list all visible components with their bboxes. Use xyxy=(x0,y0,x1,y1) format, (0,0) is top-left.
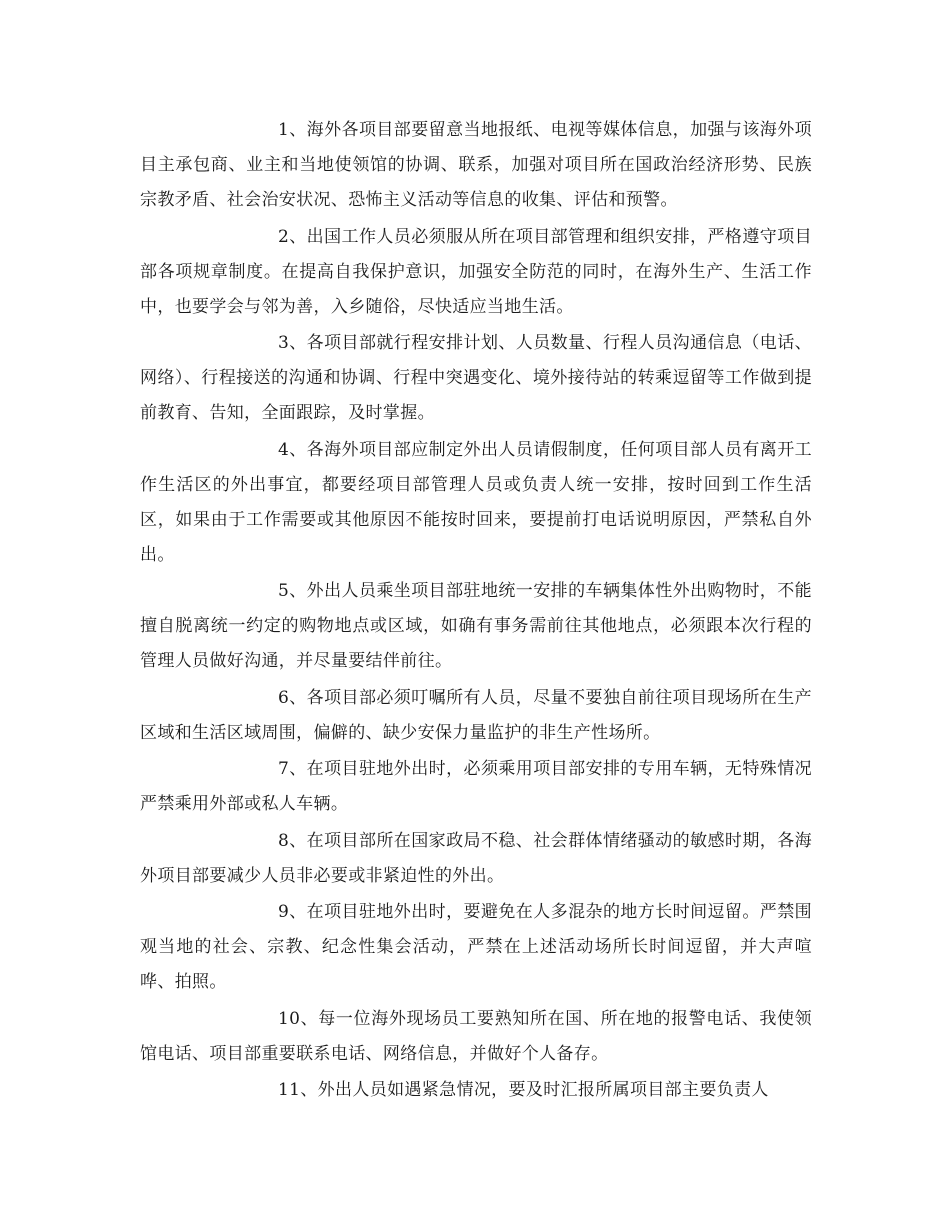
paragraph-3: 3、各项目部就行程安排计划、人员数量、行程人员沟通信息（电话、网络）、行程接送的沟通和协调、行程中突遇变化、境外接待站的转乘逗留等工作做到提前教育、告知，全面跟踪，及时掌握。 xyxy=(140,333,812,423)
document-body xyxy=(140,113,812,1108)
paragraph-2: 2、出国工作人员必须服从所在项目部管理和组织安排，严格遵守项目部各项规章制度。在提高自我保护意识，加强安全防范的同时，在海外生产、生活工作中，也要学会与邻为善，入乡随俗，尽快适应当地生活。 xyxy=(140,226,812,317)
paragraph-9: 9、在项目驻地外出时，要避免在人多混杂的地方长时间逗留。严禁围观当地的社会、宗教、纪念性集会活动，严禁在上述活动场所长时间逗留，并大声喧哗、拍照。 xyxy=(140,902,812,992)
paragraph-7: 7、在项目驻地外出时，必须乘用项目部安排的专用车辆，无特殊情况严禁乘用外部或私人车辆。 xyxy=(140,759,812,814)
paragraph-5: 5、外出人员乘坐项目部驻地统一安排的车辆集体性外出购物时，不能擅自脱离统一约定的购物地点或区域，如确有事务需前往其他地点，必须跟本次行程的管理人员做好沟通，并尽量要结伴前往。 xyxy=(140,581,812,671)
paragraph-1: 1、海外各项目部要留意当地报纸、电视等媒体信息，加强与该海外项目主承包商、业主和当地使领馆的协调、联系，加强对项目所在国政治经济形势、民族宗教矛盾、社会治安状况、恐怖主义活动等信息的收集、评估和预警。 xyxy=(140,120,812,210)
paragraph-10: 10、每一位海外现场员工要熟知所在国、所在地的报警电话、我使领馆电话、项目部重要联系电话、网络信息，并做好个人备存。 xyxy=(140,1008,812,1064)
paragraph-4: 4、各海外项目部应制定外出人员请假制度，任何项目部人员有离开工作生活区的外出事宜，都要经项目部管理人员或负责人统一安排，按时回到工作生活区，如果由于工作需要或其他原因不能按时回来，要提前打电话说明原因，严禁私自外出。 xyxy=(140,439,812,565)
paragraph-11: 11、外出人员如遇紧急情况，要及时汇报所属项目部主要负责人 xyxy=(278,1080,769,1100)
paragraph-8: 8、在项目部所在国家政局不稳、社会群体情绪骚动的敏感时期，各海外项目部要减少人员非必要或非紧迫性的外出。 xyxy=(140,830,812,886)
paragraph-6: 6、各项目部必须叮嘱所有人员，尽量不要独自前往项目现场所在生产区域和生活区域周围，偏僻的、缺少安保力量监护的非生产性场所。 xyxy=(140,687,812,743)
